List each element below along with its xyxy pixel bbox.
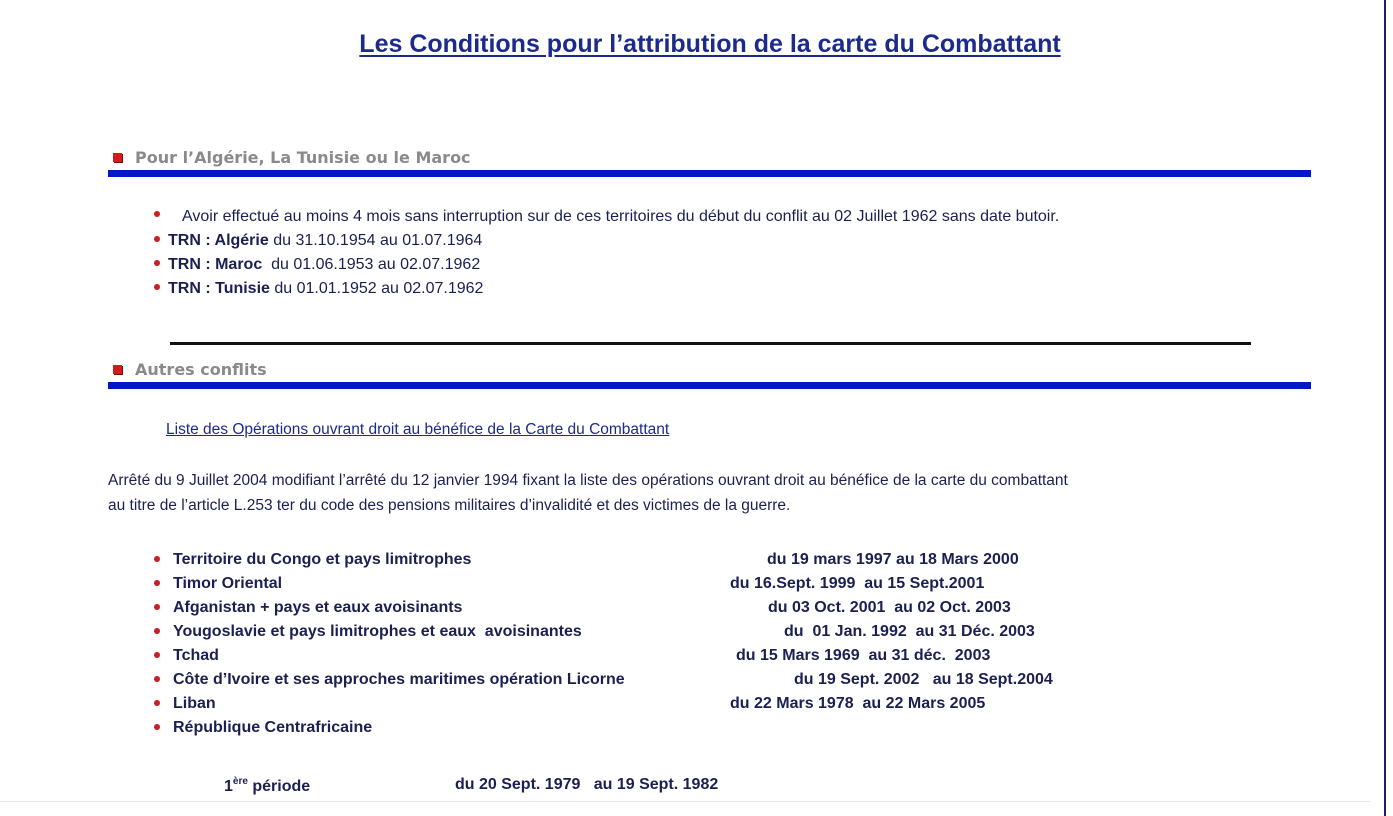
period-superscript: ère bbox=[232, 776, 248, 787]
red-square-bullet-icon bbox=[113, 365, 122, 374]
condition-bold-label: TRN : Maroc bbox=[168, 256, 263, 273]
bullet-icon bbox=[154, 676, 160, 682]
bullet-icon bbox=[154, 284, 160, 290]
operation-name: Yougoslavie et pays limitrophes et eaux avoisinantes bbox=[173, 623, 582, 640]
period-number: 1 bbox=[224, 778, 233, 795]
section-rule bbox=[108, 382, 1311, 389]
operation-name: Tchad bbox=[173, 647, 219, 664]
bullet-icon bbox=[154, 652, 160, 658]
condition-text: Avoir effectué au moins 4 mois sans interruption sur de ces territoires du début du conflit au 02 Juillet 1962 sans date butoir. bbox=[182, 208, 1060, 225]
condition-text: du 01.06.1953 au 02.07.1962 bbox=[262, 256, 481, 273]
operation-dates: du 03 Oct. 2001 au 02 Oct. 2003 bbox=[768, 599, 1011, 616]
bullet-icon bbox=[154, 628, 160, 634]
operation-name: Territoire du Congo et pays limitrophes bbox=[173, 551, 472, 568]
bullet-icon bbox=[154, 724, 160, 730]
condition-item bbox=[168, 280, 483, 298]
operation-dates: du 15 Mars 1969 au 31 déc. 2003 bbox=[736, 647, 991, 664]
condition-item bbox=[168, 256, 480, 274]
bullet-icon bbox=[154, 556, 160, 562]
period-dates: du 20 Sept. 1979 au 19 Sept. 1982 bbox=[455, 776, 719, 793]
condition-item bbox=[168, 232, 482, 250]
operation-name: Timor Oriental bbox=[173, 575, 283, 592]
period-label bbox=[224, 776, 310, 796]
section-heading-label: Pour l’Algérie, La Tunisie ou le Maroc bbox=[135, 148, 471, 167]
decree-paragraph-line-2: au titre de l’article L.253 ter du code des pensions militaires d’invalidité et des victimes de la guerre. bbox=[108, 497, 791, 514]
bullet-icon bbox=[154, 604, 160, 610]
operations-list-link[interactable]: Liste des Opérations ouvrant droit au bénéfice de la Carte du Combattant bbox=[166, 421, 670, 438]
section-heading-label: Autres conflits bbox=[135, 360, 267, 379]
operation-dates: du 22 Mars 1978 au 22 Mars 2005 bbox=[730, 695, 986, 712]
operation-name: Afganistan + pays et eaux avoisinants bbox=[173, 599, 463, 616]
operation-dates: du 16.Sept. 1999 au 15 Sept.2001 bbox=[730, 575, 985, 592]
page-title: Les Conditions pour l’attribution de la carte du Combattant bbox=[359, 30, 1061, 58]
operation-name: Côte d’Ivoire et ses approches maritimes opération Licorne bbox=[173, 671, 625, 688]
operation-dates: du 19 Sept. 2002 au 18 Sept.2004 bbox=[794, 671, 1053, 688]
red-square-bullet-icon bbox=[113, 153, 122, 162]
decree-paragraph-line-1: Arrêté du 9 Juillet 2004 modifiant l’arrêté du 12 janvier 1994 fixant la liste des opérations ouvrant droit au bénéfice de la carte du combattant bbox=[108, 472, 1068, 489]
bullet-icon bbox=[154, 700, 160, 706]
operation-dates: du 01 Jan. 1992 au 31 Déc. 2003 bbox=[784, 623, 1035, 640]
operation-name: République Centrafricaine bbox=[173, 719, 373, 736]
page-right-border bbox=[1384, 0, 1386, 816]
bullet-icon bbox=[154, 236, 160, 242]
condition-bold-label: TRN : Algérie bbox=[168, 232, 269, 249]
bullet-icon bbox=[154, 580, 160, 586]
page-bottom-divider bbox=[0, 801, 1370, 802]
bullet-icon bbox=[154, 211, 160, 217]
operation-name: Liban bbox=[173, 695, 216, 712]
condition-text: du 31.10.1954 au 01.07.1964 bbox=[268, 232, 483, 249]
condition-bold-label: TRN : Tunisie bbox=[168, 280, 270, 297]
operation-dates: du 19 mars 1997 au 18 Mars 2000 bbox=[767, 551, 1019, 568]
condition-item bbox=[182, 208, 1059, 226]
separator-line bbox=[170, 342, 1251, 345]
period-word: période bbox=[247, 778, 311, 795]
section-rule bbox=[108, 170, 1311, 177]
bullet-icon bbox=[154, 260, 160, 266]
condition-text: du 01.01.1952 au 02.07.1962 bbox=[269, 280, 484, 297]
